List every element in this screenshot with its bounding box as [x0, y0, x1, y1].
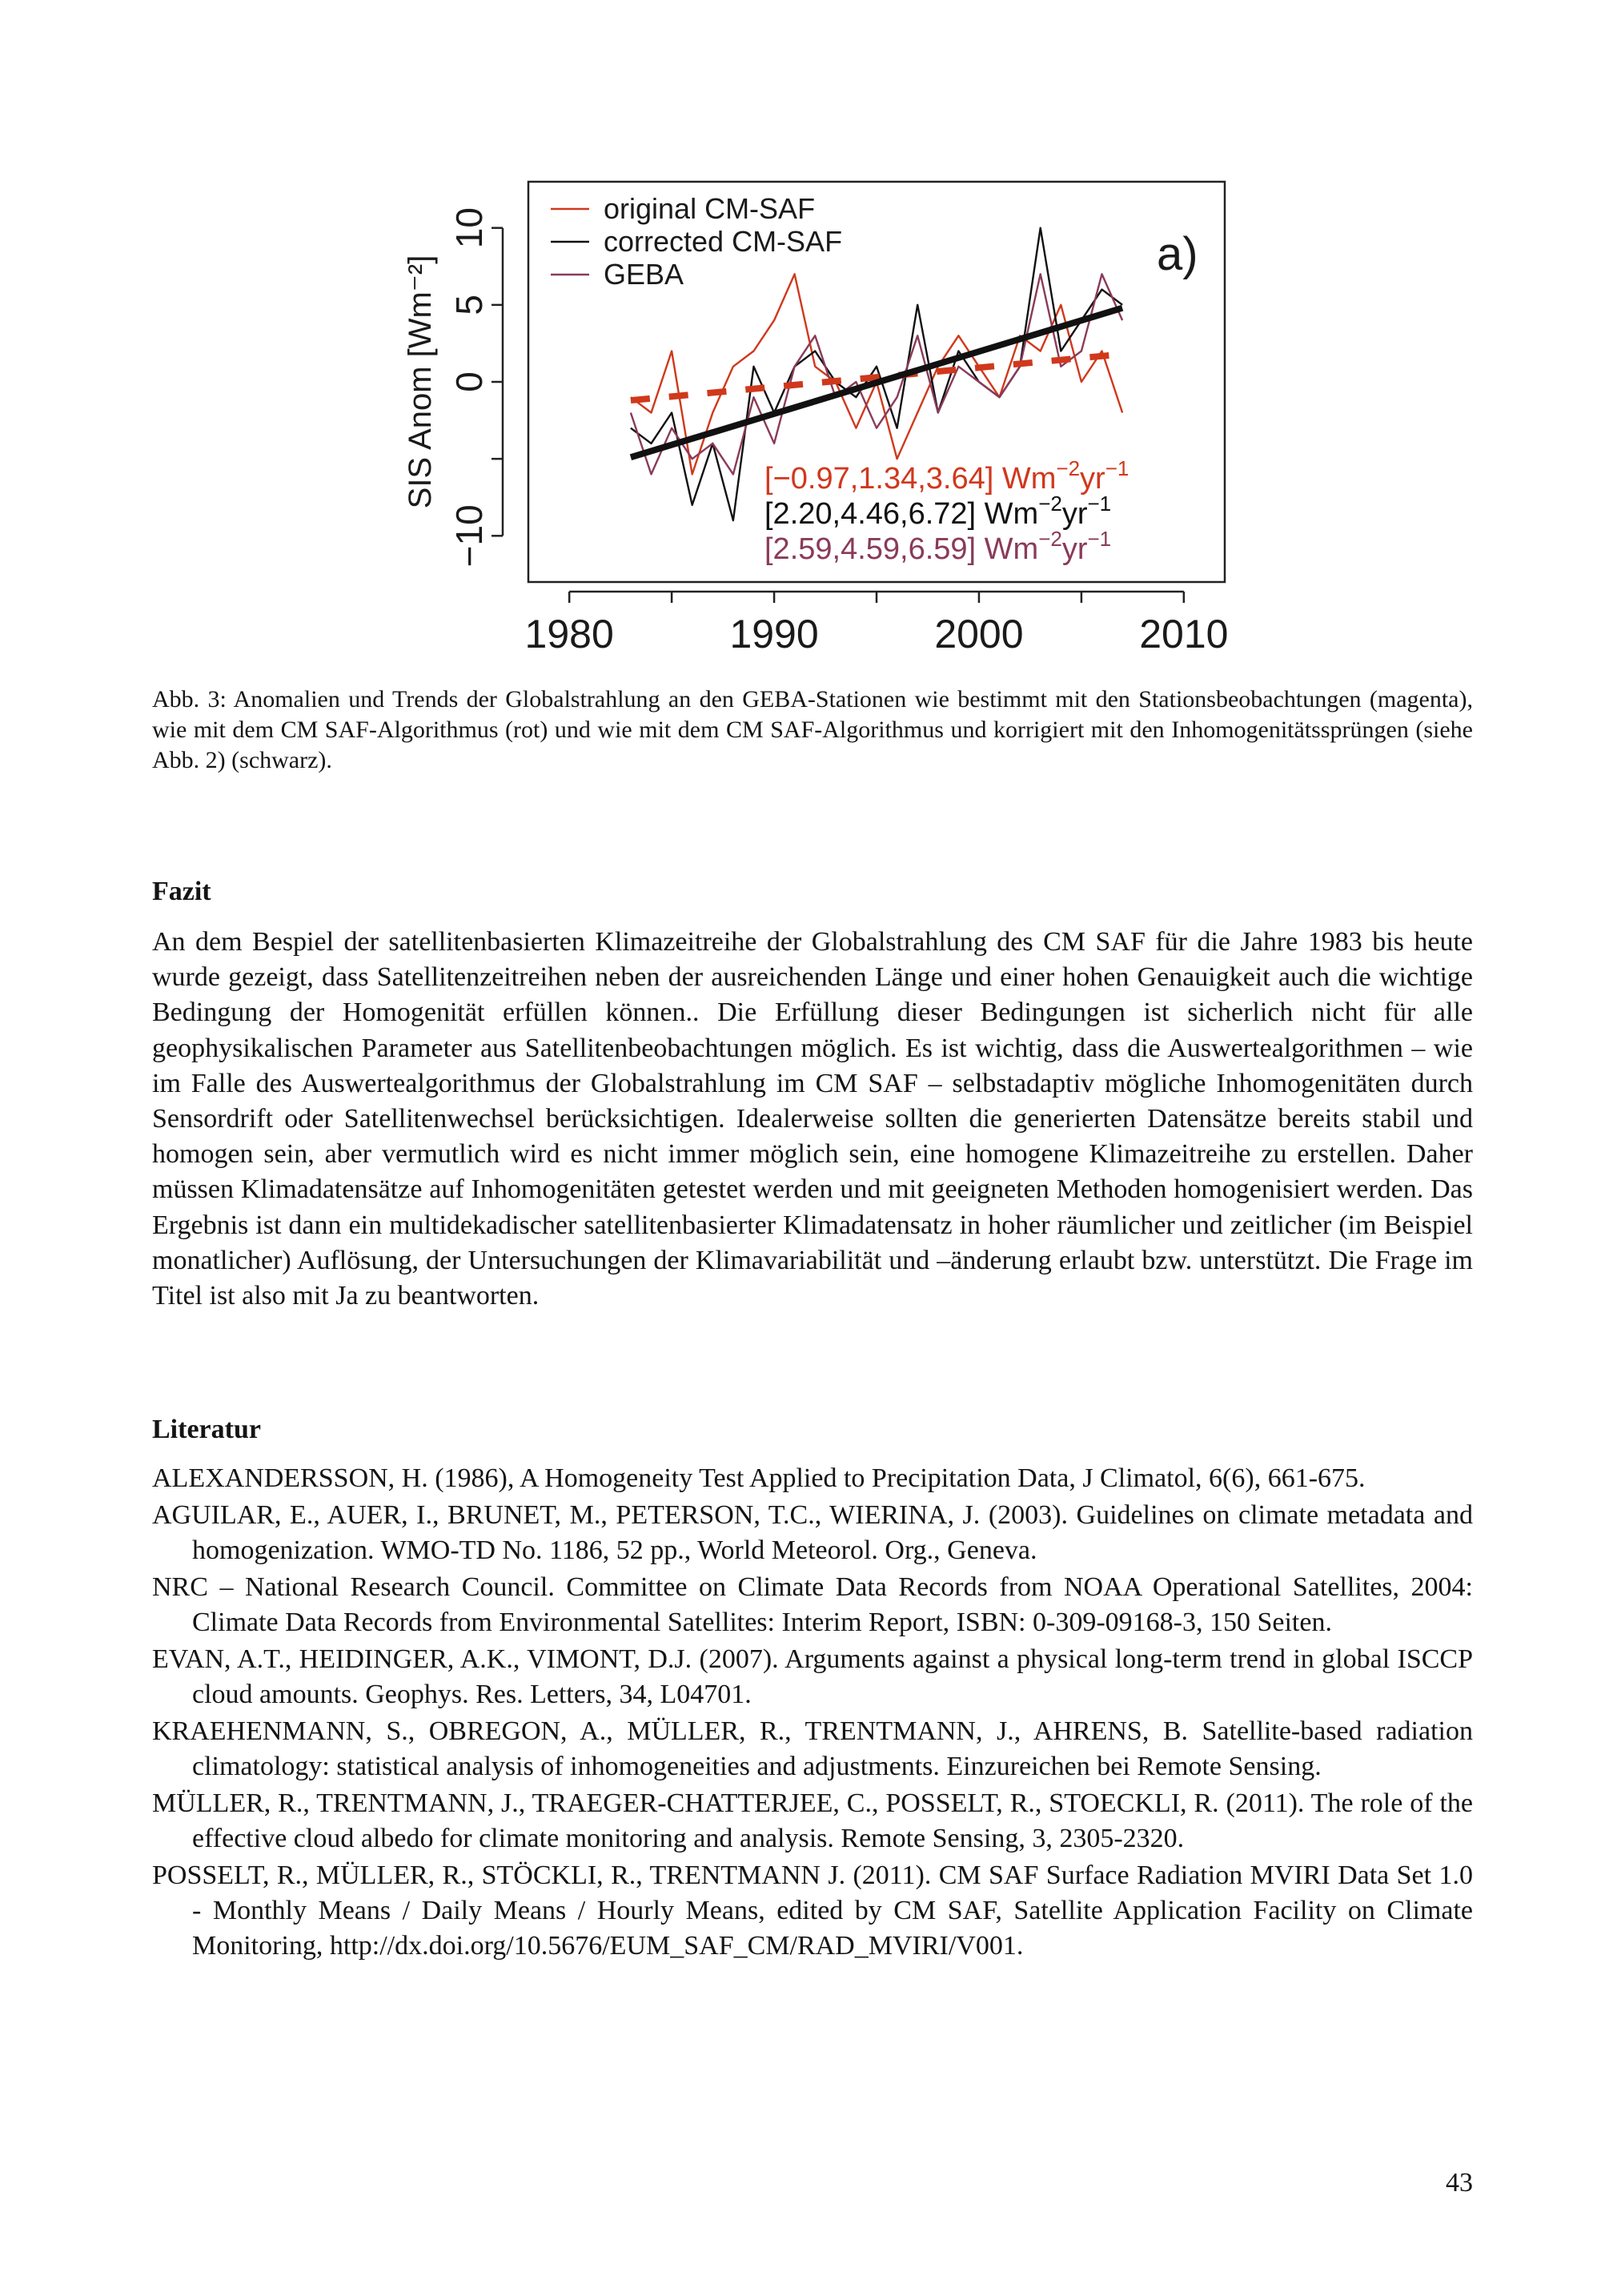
page-number: 43: [1446, 2168, 1473, 2198]
x-tick-label: 2000: [934, 612, 1024, 656]
reference-item: MÜLLER, R., TRENTMANN, J., TRAEGER-CHATTERJEE, C., POSSELT, R., STOECKLI, R. (2011). The role of the effective cloud albedo for climate monitoring and analysis. Remote Sensing, 3, 2305-2320.: [152, 1788, 1473, 1853]
trend-annotation: [2.20,4.46,6.72] $Wm^{-2}yr^{-1}$: [764, 492, 1112, 531]
panel-label: a): [1157, 228, 1198, 280]
literatur-heading: Literatur: [152, 1415, 261, 1444]
anomaly-chart: [376, 168, 1249, 672]
reference-item: POSSELT, R., MÜLLER, R., STÖCKLI, R., TRENTMANN J. (2011). CM SAF Surface Radiation MVIRI Data Set 1.0 - Monthly Means / Daily Means / Hourly Means, edited by CM SAF, Satellite Application Facility on Climate Monitoring, http://dx.doi.org/10.5676/EUM_SAF_CM/RAD_MVIRI/V001.: [152, 1860, 1473, 1961]
y-tick-label: −10: [448, 504, 490, 568]
y-tick-label: 0: [448, 371, 490, 392]
reference-item: NRC – National Research Council. Committee on Climate Data Records from NOAA Operational Satellites, 2004: Climate Data Records from Environmental Satellites: Interim Report, ISBN: 0-309-09168-3, 150 Seiten.: [152, 1572, 1473, 1637]
trend-line: [631, 308, 1122, 458]
reference-item: AGUILAR, E., AUER, I., BRUNET, M., PETERSON, T.C., WIERINA, J. (2003). Guidelines on climate metadata and homogenization. WMO-TD No. 1186, 52 pp., World Meteorol. Org., Geneva.: [152, 1500, 1473, 1565]
fazit-paragraph: An dem Bespiel der satellitenbasierten Klimazeitreihe der Globalstrahlung des CM SAF für die Jahre 1983 bis heute wurde gezeigt, dass Satellitenzeitreihen neben der ausreichenden Länge und einer hohen Genauigkeit auch die wichtige Bedingung der Homogenität erfüllen können.. Die Erfüllung dieser Bedingungen ist sicherlich nicht für alle geophysikalischen Parameter aus Satellitenbeobachtungen möglich. Es ist wichtig, dass die Auswertealgorithmen – wie im Falle des Auswertealgorithmus der Globalstrahlung im CM SAF – selbstadaptiv mögliche Inhomogenitäten durch Sensordrift oder Satellitenwechsel berücksichtigen. Idealerweise sollten die generierten Datensätze bereits stabil und homogen sein, aber vermutlich wird es nicht immer möglich sein, eine homogene Klimazeitreihe zu erstellen. Daher müssen Klimadatensätze auf Inhomogenitäten getestet werden und mit geeigneten Methoden homogenisiert werden. Das Ergebnis ist dann ein multidekadischer satellitenbasierter Klimadatensatz in hoher räumlicher und zeitlicher (im Beispiel monatlicher) Auflösung, der Untersuchungen der Klimavariabilität und –änderung erlaubt bzw. unterstützt. Die Frage im Titel ist also mit Ja zu beantworten.: [152, 927, 1473, 1311]
figure-caption: Abb. 3: Anomalien und Trends der Globalstrahlung an den GEBA-Stationen wie bestimmt mit den Stationsbeobachtungen (magenta), wie mit dem CM SAF-Algorithmus (rot) und wie mit dem CM SAF-Algorithmus und korrigiert mit den Inhomogenitätssprüngen (siehe Abb. 2) (schwarz).: [152, 686, 1473, 773]
trend-line: [631, 354, 1122, 400]
reference-list: [152, 1461, 1473, 1965]
x-tick-label: 2010: [1139, 612, 1229, 656]
legend-label: original CM-SAF: [604, 192, 816, 225]
legend-label: GEBA: [604, 258, 684, 291]
x-tick-label: 1980: [524, 612, 614, 656]
reference-item: KRAEHENMANN, S., OBREGON, A., MÜLLER, R., TRENTMANN, J., AHRENS, B. Satellite-based radiation climatology: statistical analysis of inhomogeneities and adjustments. Einzureichen bei Remote Sensing.: [152, 1716, 1473, 1781]
reference-item: ALEXANDERSSON, H. (1986), A Homogeneity Test Applied to Precipitation Data, J Climatol, 6(6), 661-675.: [152, 1463, 1366, 1493]
fazit-heading: Fazit: [152, 877, 211, 906]
y-axis-label: SIS Anom [Wm⁻²]: [403, 255, 438, 509]
trend-annotation: [2.59,4.59,6.59] $Wm^{-2}yr^{-1}$: [764, 527, 1112, 566]
y-tick-label: 5: [448, 295, 490, 315]
x-tick-label: 1990: [729, 612, 819, 656]
trend-annotation: [−0.97,1.34,3.64] $Wm^{-2}yr^{-1}$: [764, 456, 1130, 496]
y-tick-label: 10: [448, 207, 490, 249]
legend-label: corrected CM-SAF: [604, 225, 843, 258]
reference-item: EVAN, A.T., HEIDINGER, A.K., VIMONT, D.J. (2007). Arguments against a physical long-term trend in global ISCCP cloud amounts. Geophys. Res. Letters, 34, L04701.: [152, 1644, 1473, 1709]
figure: [376, 168, 1249, 672]
